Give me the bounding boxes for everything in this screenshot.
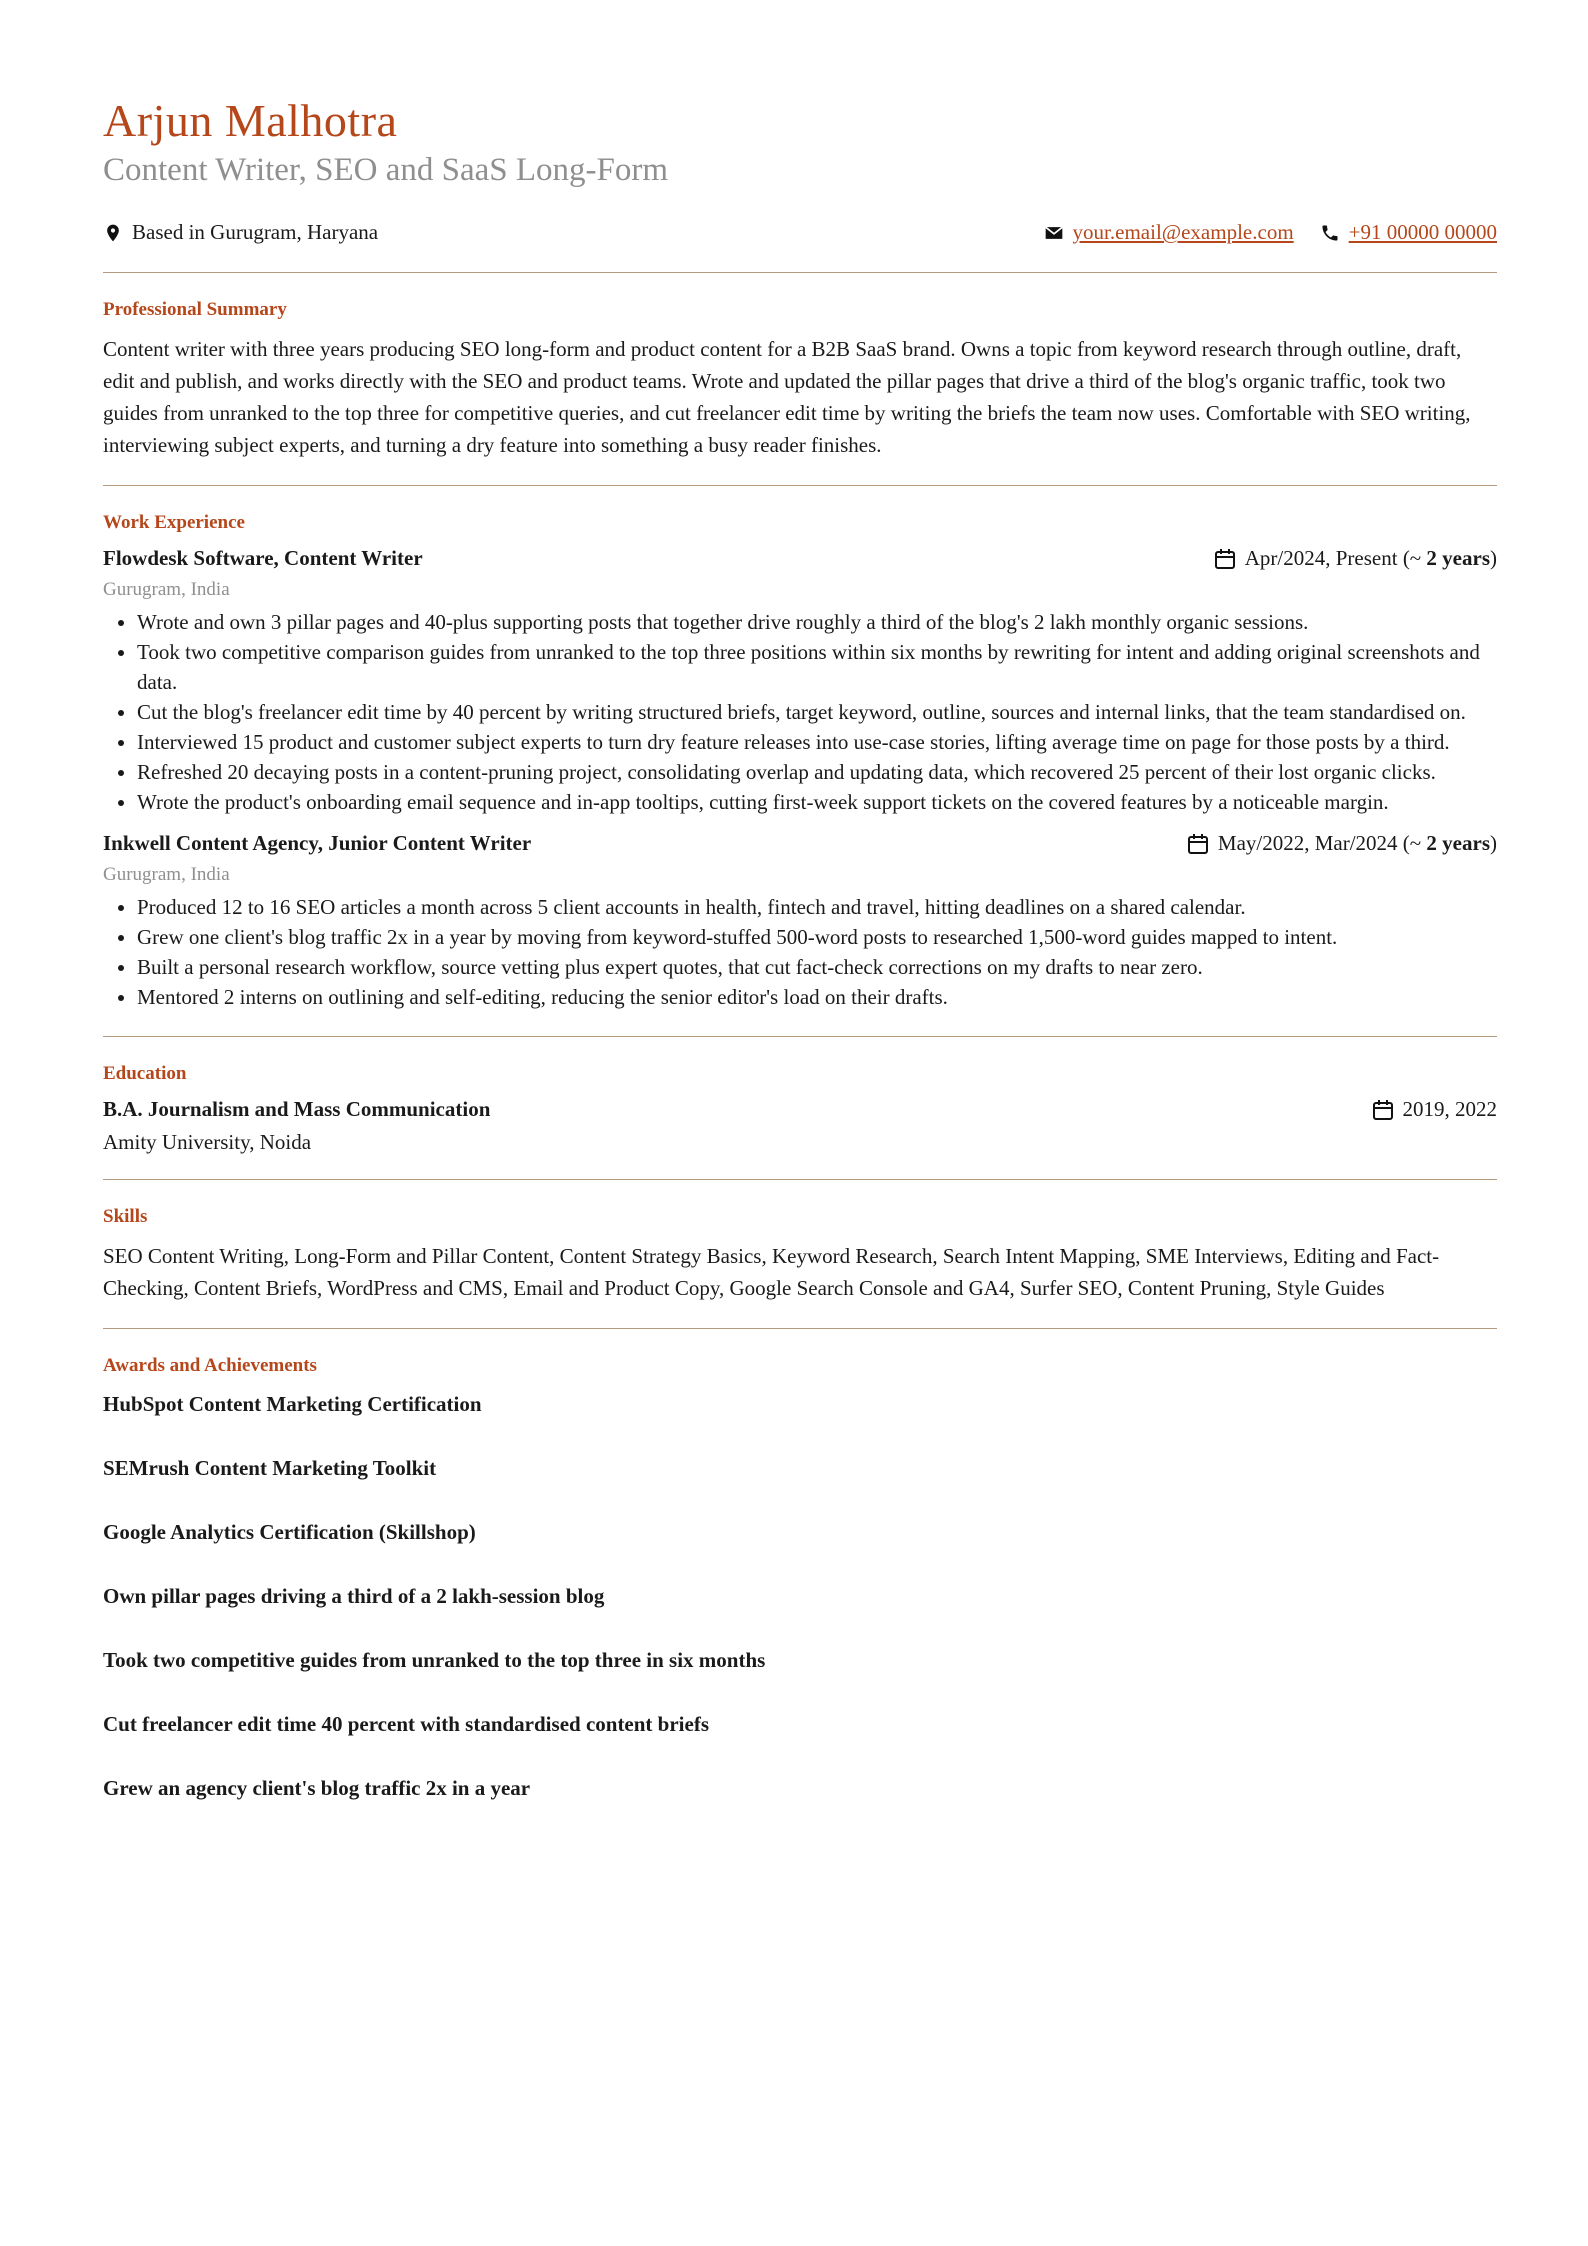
section-title: Skills <box>103 1206 148 1228</box>
company-name: Inkwell Content Agency <box>103 831 318 856</box>
list-item: • Grew one client's blog traffic 2x in a year by moving from keyword-stuffed 500-word posts to researched 1,500-word guides mapped to intent. <box>137 922 1497 952</box>
job-entry <box>103 546 1497 817</box>
list-item: • Refreshed 20 decaying posts in a content-pruning project, consolidating overlap and updating data, which recovered 25 percent of their lost organic clicks. <box>137 757 1497 787</box>
candidate-name: Arjun Malhotra <box>103 95 398 146</box>
job-header <box>103 831 1497 856</box>
contact-left <box>103 220 378 245</box>
award-item: Own pillar pages driving a third of a 2 lakh-session blog <box>103 1584 605 1609</box>
location-pin-icon <box>103 223 123 243</box>
list-item: • Built a personal research workflow, source vetting plus expert quotes, that cut fact-check corrections on my drafts to near zero. <box>137 952 1497 982</box>
job-location: Gurugram, India <box>103 579 230 601</box>
award-item: Took two competitive guides from unranked to the top three in six months <box>103 1648 766 1673</box>
skills-section <box>103 1180 1497 1328</box>
duration: 2 years <box>1426 831 1490 856</box>
award-item: Google Analytics Certification (Skillshop) <box>103 1520 476 1545</box>
email-link[interactable]: your.email@example.com <box>1072 220 1294 245</box>
list-item: • Took two competitive comparison guides from unranked to the top three positions within six months by rewriting for intent and adding original screenshots and data. <box>137 637 1497 697</box>
summary-section <box>103 273 1497 485</box>
section-title: Education <box>103 1063 187 1085</box>
phone-icon <box>1320 223 1340 243</box>
contact-right <box>1044 220 1497 245</box>
degree: B.A. Journalism and Mass Communication <box>103 1097 491 1122</box>
awards-section <box>103 1329 1497 1827</box>
section-title: Awards and Achievements <box>103 1355 317 1377</box>
envelope-icon <box>1044 223 1064 243</box>
calendar-icon <box>1213 547 1237 571</box>
list-item: • Produced 12 to 16 SEO articles a month across 5 client accounts in health, fintech and travel, hitting deadlines on a shared calendar. <box>137 892 1497 922</box>
job-title: Inkwell Content Agency, Junior Content Writer <box>103 831 532 856</box>
list-item: • Interviewed 15 product and customer subject experts to turn dry feature releases into use-case stories, lifting average time on page for those posts by a third. <box>137 727 1497 757</box>
award-item: HubSpot Content Marketing Certification <box>103 1392 482 1417</box>
job-dates: May/2022, Mar/2024 (~ 2 years ) <box>1186 831 1497 856</box>
candidate-headline: Content Writer, SEO and SaaS Long-Form <box>103 151 669 188</box>
duration: 2 years <box>1426 546 1490 571</box>
education-dates <box>1371 1097 1498 1122</box>
phone-item <box>1320 220 1497 245</box>
job-header <box>103 546 1497 571</box>
award-item: Grew an agency client's blog traffic 2x in a year <box>103 1776 531 1801</box>
date-range: 2019, 2022 <box>1402 1097 1497 1122</box>
skills-text: SEO Content Writing, Long-Form and Pillar Content, Content Strategy Basics, Keyword Research, Search Intent Mapping, SME Interviews, Editing and Fact-Checking, Content Briefs, WordPress and CMS, Email and Product Copy, Google Search Console and GA4, Surfer SEO, Content Pruning, Style Guides <box>103 1244 1440 1301</box>
award-item: Cut freelancer edit time 40 percent with standardised content briefs <box>103 1712 709 1737</box>
job-bullets <box>103 607 1497 817</box>
job-role: Junior Content Writer <box>328 831 532 856</box>
calendar-icon <box>1186 832 1210 856</box>
calendar-icon <box>1371 1098 1395 1122</box>
job-role: Content Writer <box>284 546 423 571</box>
job-bullets <box>103 892 1497 1012</box>
list-item: • Mentored 2 interns on outlining and self-editing, reducing the senior editor's load on their drafts. <box>137 982 1497 1012</box>
section-title: Work Experience <box>103 512 245 534</box>
list-item: • Cut the blog's freelancer edit time by 40 percent by writing structured briefs, target keyword, outline, sources and internal links, that the team standardised on. <box>137 697 1497 727</box>
awards-list <box>103 1389 1497 1803</box>
location-item <box>103 220 378 245</box>
email-item <box>1044 220 1294 245</box>
school-name: Amity University, Noida <box>103 1130 312 1155</box>
job-dates: Apr/2024, Present (~ 2 years ) <box>1213 546 1497 571</box>
list-item: • Wrote and own 3 pillar pages and 40-plus supporting posts that together drive roughly a third of the blog's 2 lakh monthly organic sessions. <box>137 607 1497 637</box>
contact-row <box>103 220 1497 245</box>
date-range: Apr/2024, Present (~ <box>1244 546 1422 571</box>
job-location: Gurugram, India <box>103 864 230 886</box>
company-name: Flowdesk Software <box>103 546 274 571</box>
summary-text: Content writer with three years producing SEO long-form and product content for a B2B SaaS brand. Owns a topic from keyword research through outline, draft, edit and publish, and works directly with the SEO and product teams. Wrote and updated the pillar pages that drive a third of the blog's organic traffic, took two guides from unranked to the top three for competitive queries, and cut freelancer edit time by writing the briefs the team now uses. Comfortable with SEO writing, interviewing subject experts, and turning a dry feature into something a busy reader finishes. <box>103 337 1471 458</box>
section-title: Professional Summary <box>103 299 287 321</box>
education-section <box>103 1037 1497 1179</box>
date-range: May/2022, Mar/2024 (~ <box>1217 831 1422 856</box>
experience-section <box>103 486 1497 1036</box>
location-text: Based in Gurugram, Haryana <box>132 220 379 245</box>
award-item: SEMrush Content Marketing Toolkit <box>103 1456 437 1481</box>
education-header <box>103 1097 1497 1122</box>
list-item: • Wrote the product's onboarding email sequence and in-app tooltips, cutting first-week support tickets on the covered features by a noticeable margin. <box>137 787 1497 817</box>
phone-link[interactable]: +91 00000 00000 <box>1348 220 1497 245</box>
job-entry <box>103 831 1497 1012</box>
job-title: Flowdesk Software, Content Writer <box>103 546 423 571</box>
resume-page <box>103 96 1497 1827</box>
